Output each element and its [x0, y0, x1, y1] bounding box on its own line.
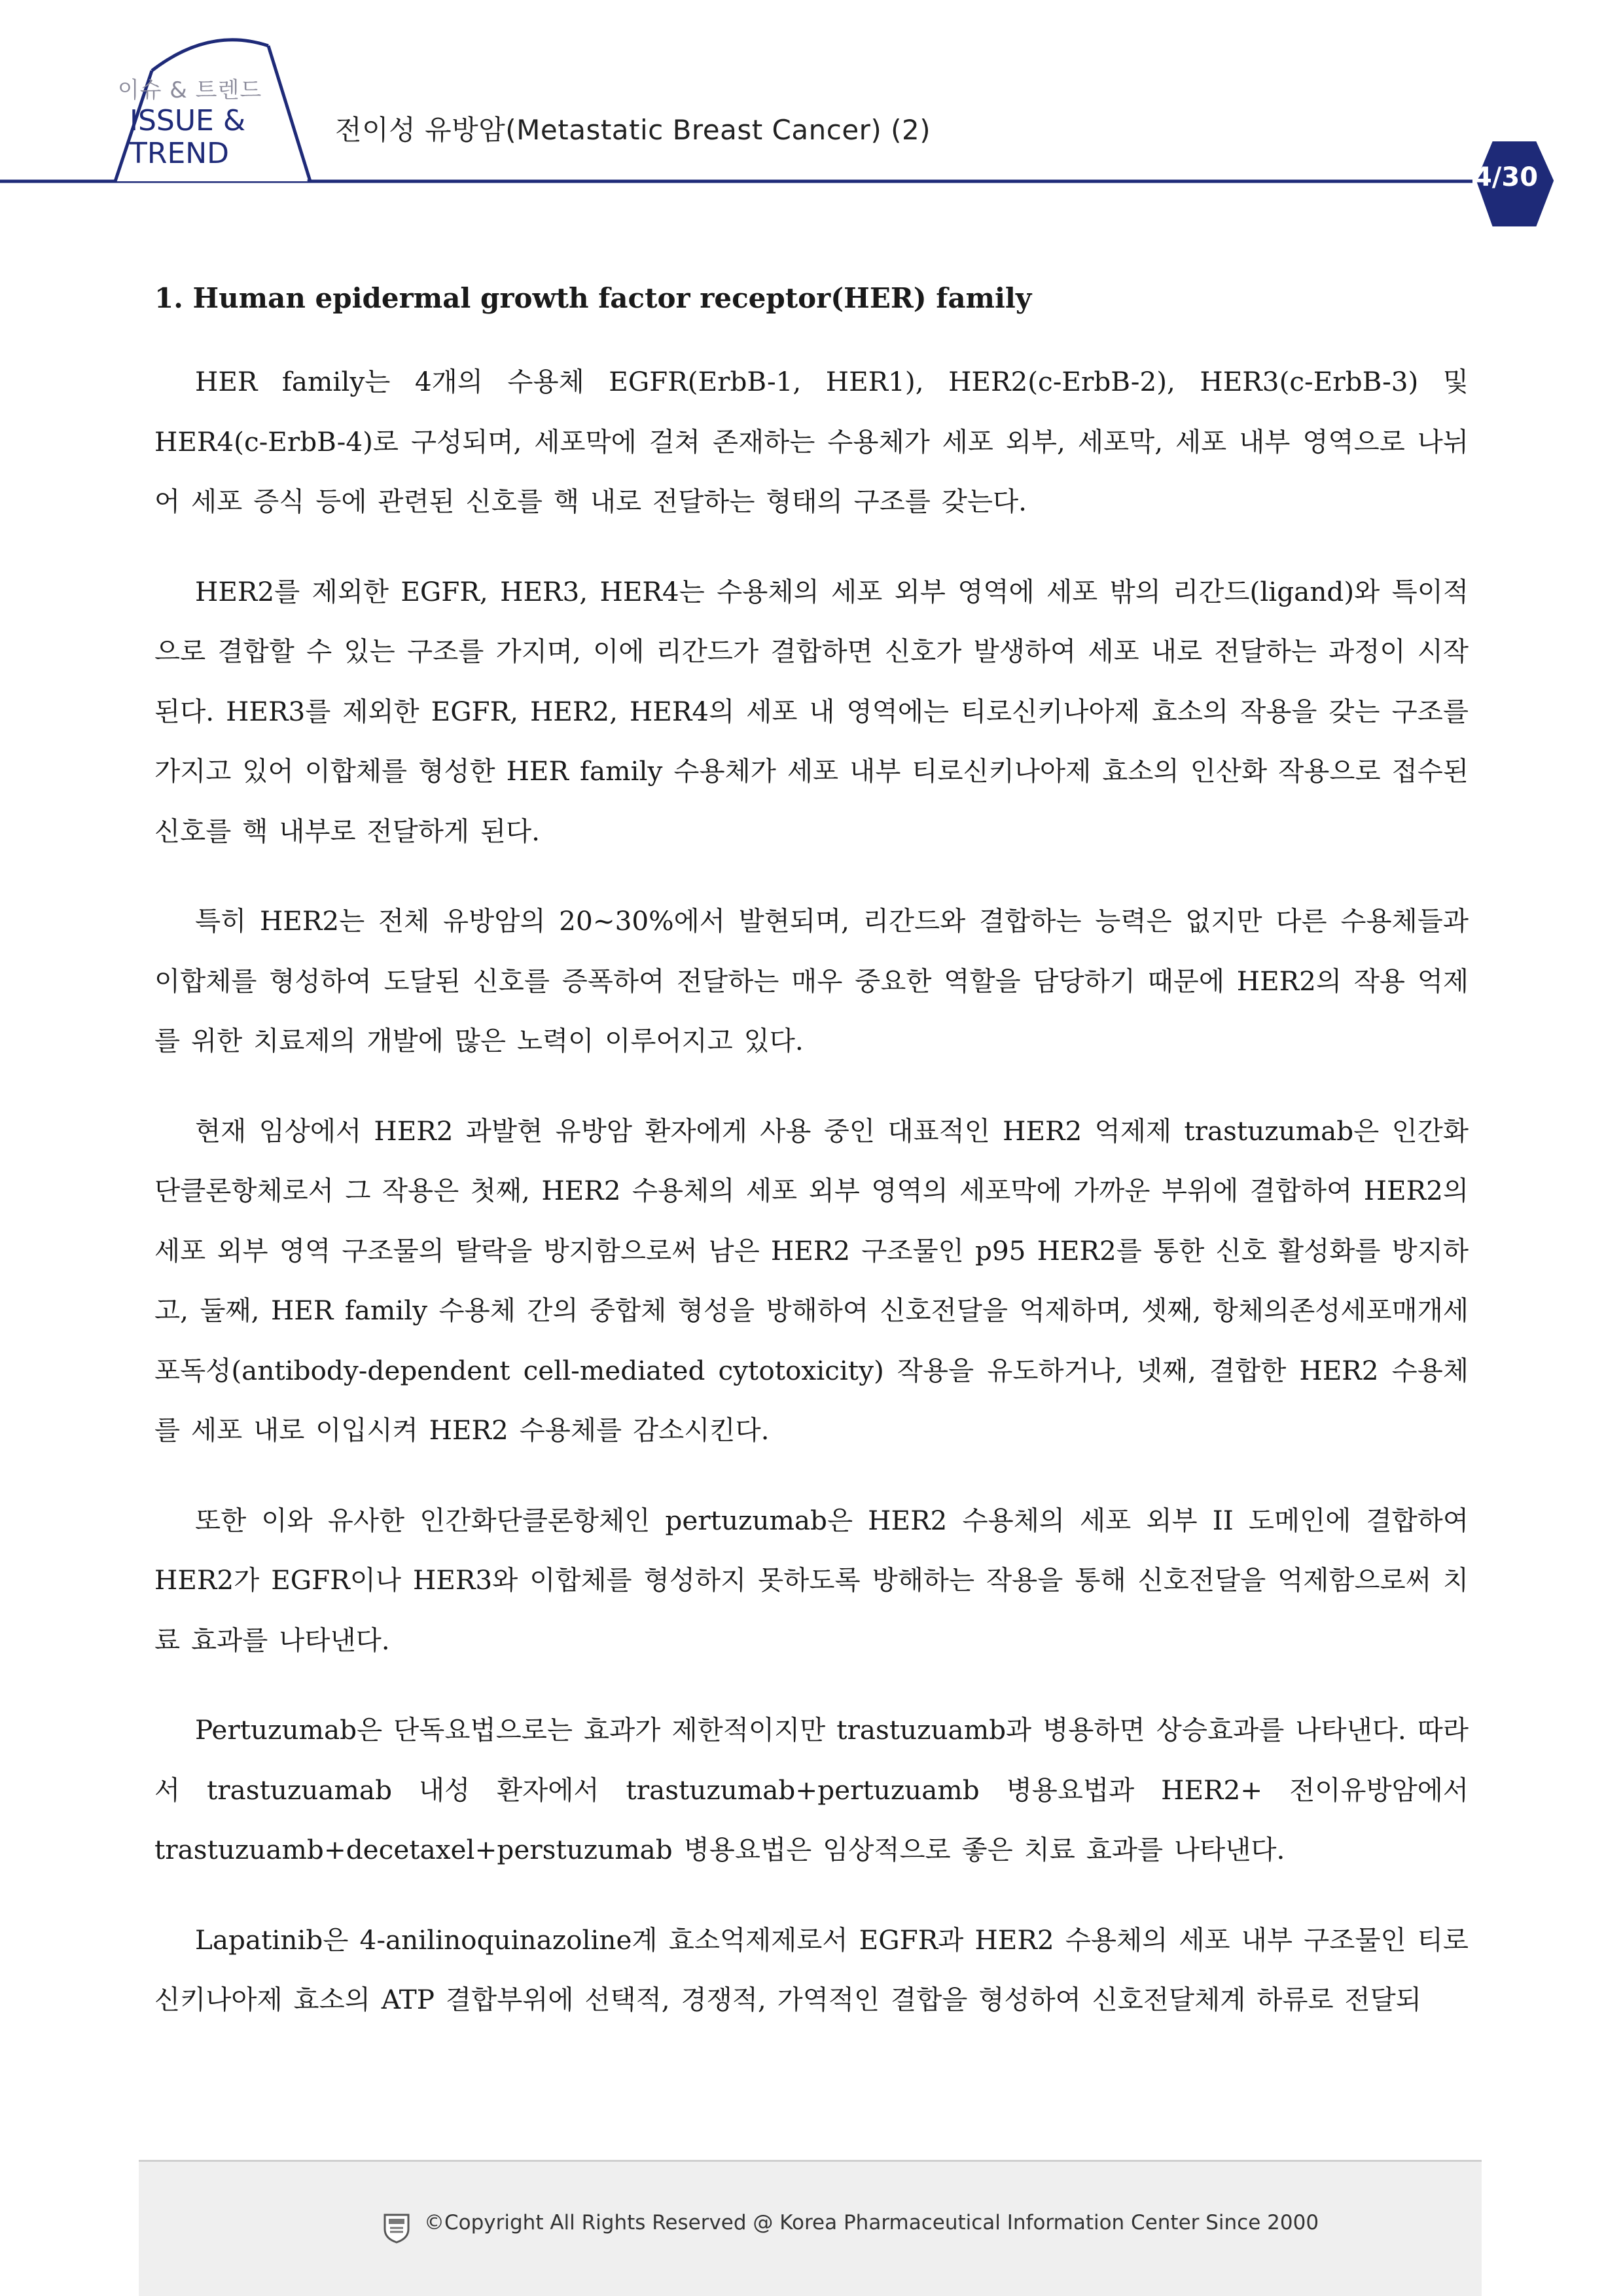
paragraph: 특히 HER2는 전체 유방암의 20~30%에서 발현되며, 리간드와 결합하는 능력은 없지만 다른 수용체들과 이합체를 형성하여 도달된 신호를 증폭하여 전달하는 매우 중요한 역할을 담당하기 때문에 HER2의 작용 억제를 위한 치료제의 개발에 많은 노력이 이루어지고 있다. [154, 905, 1469, 1056]
section-heading: 1. Human epidermal growth factor receptor(HER) family [154, 282, 1032, 314]
document-title: 전이성 유방암(Metastatic Breast Cancer) (2) [335, 114, 931, 146]
paragraph: Pertuzumab은 단독요법으로는 효과가 제한적이지만 trastuzuamb과 병용하면 상승효과를 나타낸다. 따라서 trastuzuamab 내성 환자에서 trastuzumab+pertuzuamb 병용요법과 HER2+ 전이유방암에서 trastuzuamb+decetaxel+perstuzumab 병용요법은 임상적으로 좋은 치료 효과를 나타낸다. [154, 1714, 1469, 1865]
badge-line-2: TREND [130, 137, 230, 170]
issue-trend-badge [130, 105, 300, 170]
shield-logo-icon [382, 2212, 411, 2244]
paragraph: 또한 이와 유사한 인간화단클론항체인 pertuzumab은 HER2 수용체의 세포 외부 II 도메인에 결합하여 HER2가 EGFR이나 HER3와 이합체를 형성하지 못하도록 방해하는 작용을 통해 신호전달을 억제함으로써 치료 효과를 나타낸다. [154, 1504, 1469, 1656]
issue-trend-korean-label: 이슈 & 트렌드 [117, 77, 262, 103]
paragraph: HER family는 4개의 수용체 EGFR(ErbB-1, HER1), HER2(c-ErbB-2), HER3(c-ErbB-3) 및 HER4(c-ErbB-4)로 구성되며, 세포막에 걸쳐 존재하는 수용체가 세포 외부, 세포막, 세포 내부 영역으로 나뉘어 세포 증식 등에 관련된 신호를 핵 내로 전달하는 형태의 구조를 갖는다. [154, 366, 1469, 517]
footer-copyright: ©Copyright All Rights Reserved @ Korea Pharmaceutical Information Center Since 2000 [424, 2211, 1319, 2234]
paragraph: Lapatinib은 4-anilinoquinazoline계 효소억제제로서 EGFR과 HER2 수용체의 세포 내부 구조물인 티로신키나아제 효소의 ATP 결합부위에 선택적, 경쟁적, 가역적인 결합을 형성하여 신호전달체계 하류로 전달되 [154, 1924, 1469, 2015]
badge-line-1: ISSUE & [130, 104, 246, 137]
document-body [154, 268, 1469, 2030]
paragraph: HER2를 제외한 EGFR, HER3, HER4는 수용체의 세포 외부 영역에 세포 밖의 리간드(ligand)와 특이적으로 결합할 수 있는 구조를 가지며, 이에 리간드가 결합하면 신호가 발생하여 세포 내로 전달하는 과정이 시작된다. HER3를 제외한 EGFR, HER2, HER4의 세포 내 영역에는 티로신키나아제 효소의 작용을 갖는 구조를 가지고 있어 이합체를 형성한 HER family 수용체가 세포 내부 티로신키나아제 효소의 인산화 작용으로 접수된 신호를 핵 내부로 전달하게 된다. [154, 575, 1469, 847]
page-number: 4/30 [1473, 162, 1539, 192]
paragraph: 현재 임상에서 HER2 과발현 유방암 환자에게 사용 중인 대표적인 HER2 억제제 trastuzumab은 인간화단클론항체로서 그 작용은 첫째, HER2 수용체의 세포 외부 영역의 세포막에 가까운 부위에 결합하여 HER2의 세포 외부 영역 구조물의 탈락을 방지함으로써 남은 HER2 구조물인 p95 HER2를 통한 신호 활성화를 방지하고, 둘째, HER family 수용체 간의 중합체 형성을 방해하여 신호전달을 억제하며, 셋째, 항체의존성세포매개세포독성(antibody-dependent cell-mediated cytotoxicity) 작용을 유도하거나, 넷째, 결합한 HER2 수용체를 세포 내로 이입시켜 HER2 수용체를 감소시킨다. [154, 1115, 1469, 1446]
